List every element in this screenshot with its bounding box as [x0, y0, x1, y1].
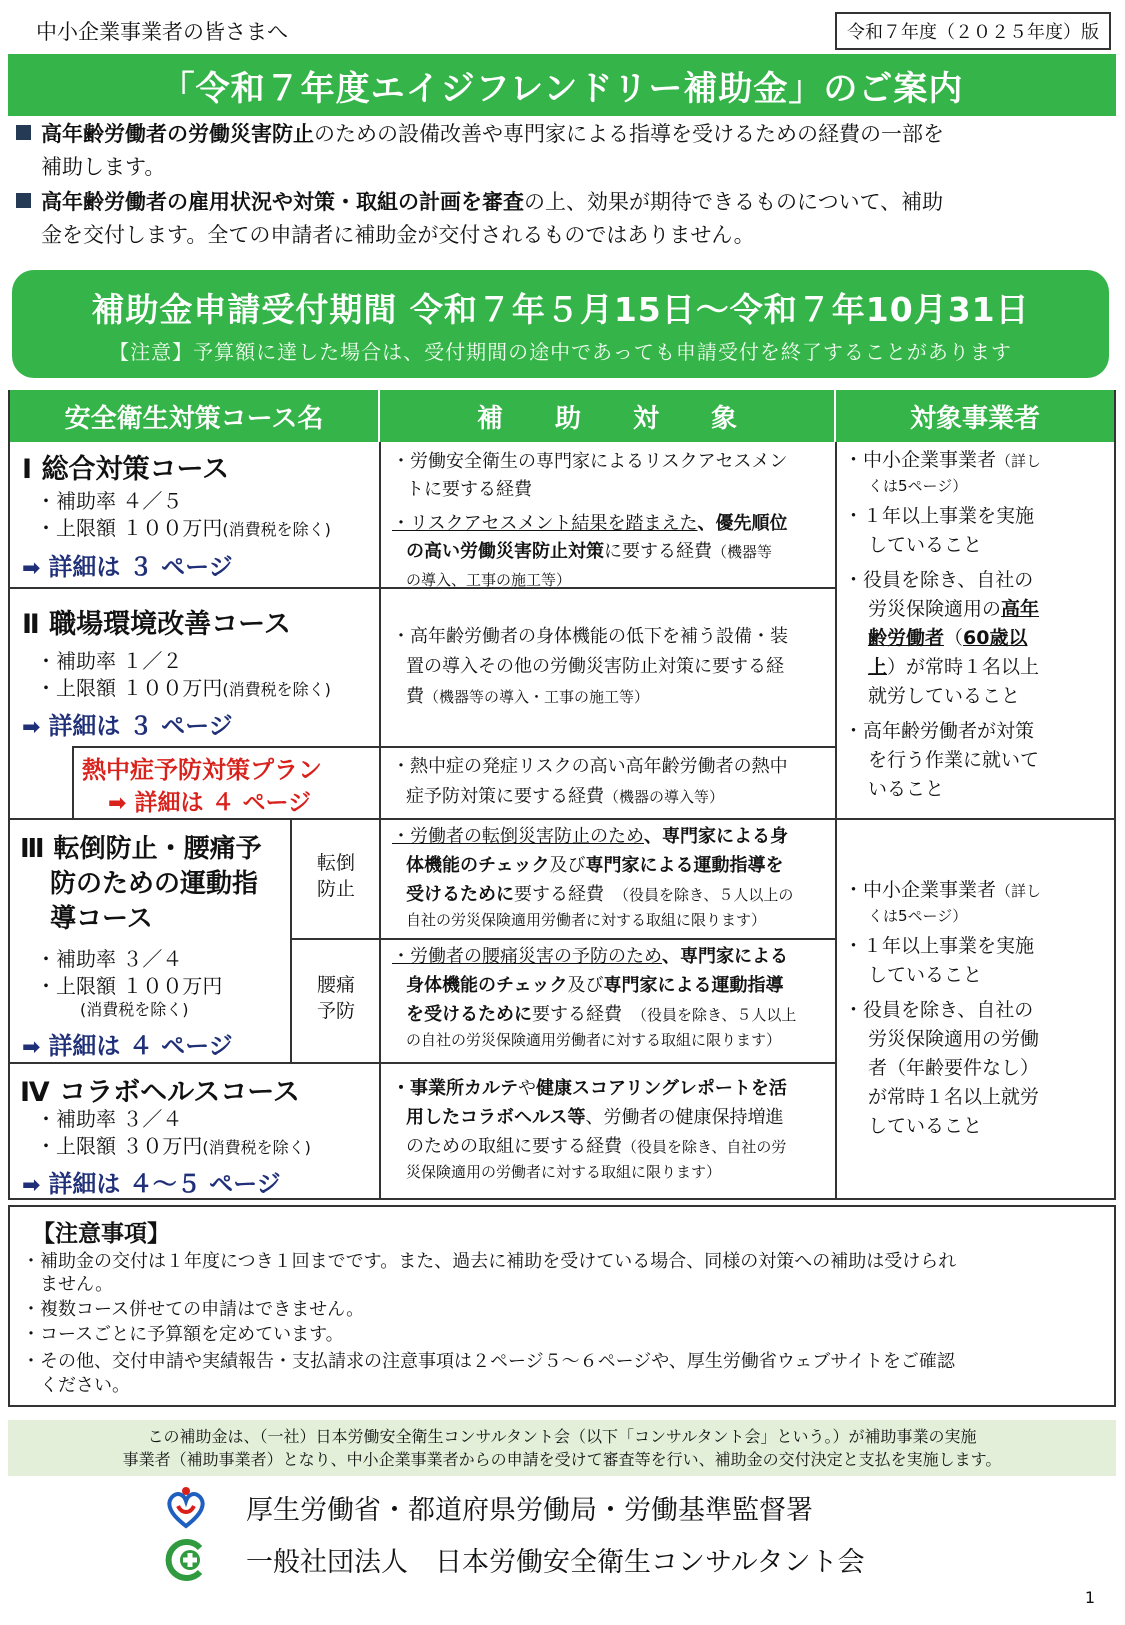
consultant-association-logo-icon	[162, 1536, 210, 1584]
period-note: 【注意】予算額に達した場合は、受付期間の途中であっても申請受付を終了することがあります	[109, 340, 1012, 364]
org-mhlw: 厚生労働省・都道府県労働局・労働基準監督署	[246, 1495, 813, 1526]
arrow-right-icon: ➡	[22, 715, 41, 740]
course-3-rate: ・補助率 ３／４ ・上限額 １００万円 (消費税を除く)	[36, 947, 223, 1019]
application-period-box	[12, 270, 1109, 378]
course-4-target: ・事業所カルテや健康スコアリングレポートを活 用したコラボヘルス等、労働者の健康保持増進 のための取組に要する経費（役員を除き、自社の労 災保険適用の労働者に対する取組に限ります）	[392, 1078, 787, 1181]
arrow-right-icon: ➡	[108, 791, 127, 816]
course-1-target: ・労働安全衛生の専門家によるリスクアセスメン トに要する経費 ・リスクアセスメント結果を踏まえた、優先順位 の高い労働災害防止対策に要する経費（機器等 の導入、工事の施工等）	[392, 451, 788, 589]
course-2-detail-link[interactable]: ➡ 詳細は ３ ページ	[22, 712, 233, 740]
course-1-detail-link[interactable]: ➡ 詳細は ３ ページ	[22, 553, 233, 581]
arrow-right-icon: ➡	[22, 1035, 41, 1060]
intro-item-2: 高年齢労働者の雇用状況や対策・取組の計画を審査の上、効果が期待できるものについて、補助 金を交付します。全ての申請者に補助金が交付されるものではありません。	[16, 186, 1116, 252]
page-title: 「令和７年度エイジフレンドリー補助金」のご案内	[8, 54, 1116, 116]
heat-plan-detail-link[interactable]: ➡ 詳細は ４ ページ	[108, 790, 311, 816]
notes-title: 【注意事項】	[32, 1221, 170, 1247]
course-4-detail-link[interactable]: ➡ 詳細は ４～５ ページ	[22, 1170, 281, 1198]
arrow-right-icon: ➡	[22, 556, 41, 581]
eligibility-2: ・中小企業事業者（詳し くは5ページ） ・１年以上事業を実施 していること ・役員を除き、自社の 労災保険適用の労働 者（年齢要件なし） が常時１名以上就労 していること	[844, 879, 1042, 1137]
course-3-back-target: ・労働者の腰痛災害の予防のため、専門家による 身体機能のチェック及び専門家による運動指導 を受けるために要する経費 （役員を除き、５人以上 の自社の労災保険適用労働者に対する取組に限ります）	[392, 946, 797, 1049]
course-4-title: Ⅳ コラボヘルスコース	[20, 1077, 300, 1108]
course-2-rate: ・補助率 １／２ ・上限額 １００万円(消費税を除く)	[36, 649, 331, 700]
arrow-right-icon: ➡	[22, 1173, 41, 1198]
note-item: ・その他、交付申請や実績報告・支払請求の注意事項は２ページ５～６ページや、厚生労働省ウェブサイトをご確認	[22, 1351, 955, 1372]
course-2-target: ・高年齢労働者の身体機能の低下を補う設備・装 置の導入その他の労働災害防止対策に要する経 費（機器等の導入・工事の施工等）	[392, 626, 788, 707]
course-1-rate: ・補助率 ４／５ ・上限額 １００万円(消費税を除く)	[36, 489, 331, 540]
page-number: 1	[1084, 1588, 1095, 1607]
header-target: 補 助 対 象	[380, 390, 836, 442]
note-item: ません。	[22, 1274, 114, 1295]
eligibility-1: ・中小企業事業者（詳し くは5ページ） ・１年以上事業を実施 していること ・役員を除き、自社の 労災保険適用の高年 齢労働者（60歳以 上）が常時１名以上 就労していること ・高年齢労働者が対策 を行う作業に就いて いること	[844, 449, 1042, 800]
heat-plan-title: 熱中症予防対策プラン	[82, 756, 322, 784]
course-2-title: Ⅱ 職場環境改善コース	[22, 609, 291, 640]
application-period: 補助金申請受付期間 令和７年５月15日～令和７年10月31日	[91, 290, 1030, 329]
mhlw-logo-icon	[162, 1484, 210, 1532]
course-1-title: Ⅰ 総合対策コース	[22, 454, 230, 485]
org-consultant-association: 一般社団法人 日本労働安全衛生コンサルタント会	[246, 1547, 865, 1578]
course-3-title: Ⅲ 転倒防止・腰痛予 防のための運動指 導コース	[20, 834, 262, 934]
audience-label: 中小企業事業者の皆さまへ	[36, 20, 288, 44]
header-eligible: 対象事業者	[836, 390, 1114, 442]
note-item: ・補助金の交付は１年度につき１回までです。また、過去に補助を受けている場合、同様の対策への補助は受けられ	[22, 1251, 957, 1272]
note-item: ・コースごとに予算額を定めています。	[22, 1324, 344, 1345]
course-3-fall-target: ・労働者の転倒災害防止のため、専門家による身 体機能のチェック及び専門家による運動指導を 受けるために要する経費 （役員を除き、５人以上の 自社の労災保険適用労働者に対する取組に限ります）	[392, 826, 794, 929]
footer-note: この補助金は、（一社）日本労働安全衛生コンサルタント会（以下「コンサルタント会」という。）が補助事業の実施 事業者（補助事業者）となり、中小企業事業者からの申請を受けて審査等を行い、補助金の交付決定と支払を実施します。	[8, 1420, 1116, 1476]
note-item: ください。	[22, 1375, 130, 1396]
square-bullet-icon	[16, 193, 31, 208]
notes-box	[8, 1205, 1116, 1407]
course-4-rate: ・補助率 ３／４ ・上限額 ３０万円(消費税を除く)	[36, 1107, 311, 1158]
edition-badge: 令和７年度（２０２５年度）版	[835, 12, 1111, 50]
course-table	[8, 390, 1116, 1200]
subcourse-fall-prevention: 転倒 防止	[316, 852, 355, 900]
note-item: ・複数コース併せての申請はできません。	[22, 1299, 365, 1320]
intro-item-1: 高年齢労働者の労働災害防止のための設備改善や専門家による指導を受けるための経費の一部を 補助します。	[16, 118, 1116, 184]
square-bullet-icon	[16, 125, 31, 140]
heat-plan-target: ・熱中症の発症リスクの高い高年齢労働者の熱中 症予防対策に要する経費（機器の導入等）	[392, 756, 788, 807]
header-course: 安全衛生対策コース名	[10, 390, 380, 442]
course-3-detail-link[interactable]: ➡ 詳細は ４ ページ	[22, 1032, 233, 1060]
subcourse-back-pain: 腰痛 予防	[316, 974, 355, 1022]
